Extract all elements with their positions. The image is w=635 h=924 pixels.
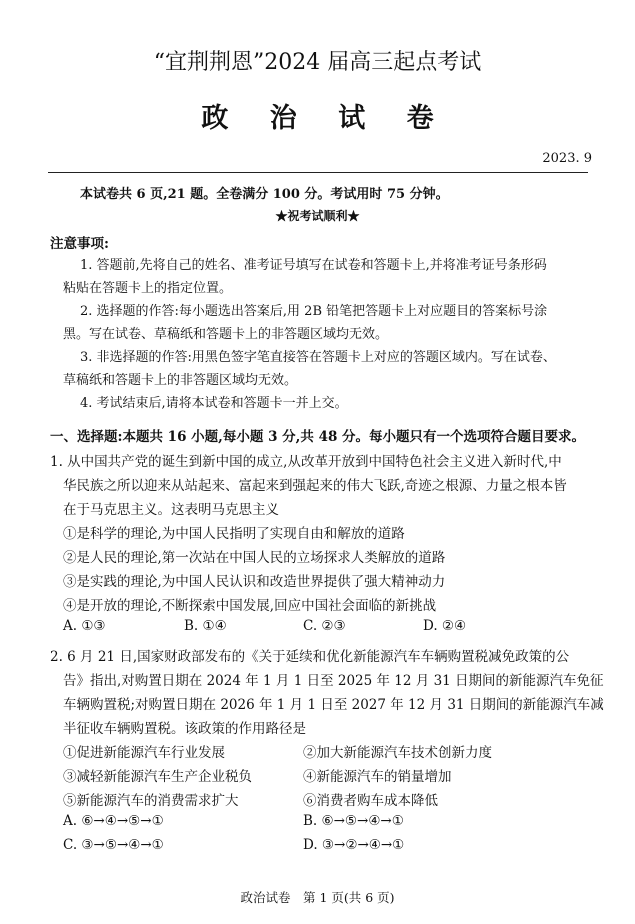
- notice-heading: 注意事项:: [50, 236, 109, 252]
- q1-statement: ④是开放的理论,不断探索中国发展,回应中国社会面临的新挑战: [63, 598, 437, 614]
- q1-option-b: B. ①④: [184, 618, 227, 634]
- section-heading: 一、选择题:本题共 16 小题,每小题 3 分,共 48 分。每小题只有一个选项符合题目要求。: [50, 429, 586, 445]
- q1-statement: ③是实践的理论,为中国人民认识和改造世界提供了强大精神动力: [63, 574, 446, 590]
- notice-line: 粘贴在答题卡上的指定位置。: [63, 281, 233, 296]
- q2-item: ③减轻新能源汽车生产企业税负: [63, 769, 252, 785]
- q1-option-a: A. ①③: [63, 618, 106, 634]
- subject-title: 政 治 试 卷: [201, 103, 450, 134]
- q2-item: ①促进新能源汽车行业发展: [63, 745, 225, 761]
- notice-line: 2. 选择题的作答:每小题选出答案后,用 2B 铅笔把答题卡上对应题目的答案标号涂: [80, 304, 548, 319]
- q2-item: ⑤新能源汽车的消费需求扩大: [63, 793, 239, 809]
- q1-statement: ①是科学的理论,为中国人民指明了实现自由和解放的道路: [63, 526, 405, 542]
- q2-option-d: D. ③→②→④→①: [303, 837, 405, 853]
- notice-line: 1. 答题前,先将自己的姓名、准考证号填写在试卷和答题卡上,并将准考证号条形码: [80, 258, 547, 273]
- exam-date: 2023. 9: [542, 151, 592, 166]
- q1-stem-line: 1. 从中国共产党的诞生到新中国的成立,从改革开放到中国特色社会主义进入新时代,中: [50, 454, 562, 470]
- notice-line: 黑。写在试卷、草稿纸和答题卡上的非答题区域均无效。: [63, 327, 389, 342]
- q1-option-c: C. ②③: [303, 618, 346, 634]
- q1-option-d: D. ②④: [423, 618, 467, 634]
- q1-stem-line: 在于马克思主义。这表明马克思主义: [63, 502, 279, 518]
- exam-title: “宜荆荆恩”2024 届高三起点考试: [153, 50, 482, 75]
- page-footer: 政治试卷 第 1 页(共 6 页): [240, 890, 395, 905]
- q2-option-a: A. ⑥→④→⑤→①: [63, 813, 164, 829]
- q1-stem-line: 华民族之所以迎来从站起来、富起来到强起来的伟大飞跃,奇迹之根源、力量之根本皆: [63, 478, 567, 494]
- notice-line: 4. 考试结束后,请将本试卷和答题卡一并上交。: [80, 396, 348, 411]
- q2-item: ⑥消费者购车成本降低: [303, 793, 438, 809]
- q1-statement: ②是人民的理论,第一次站在中国人民的立场探求人类解放的道路: [63, 550, 446, 566]
- q2-option-b: B. ⑥→⑤→④→①: [303, 813, 404, 829]
- q2-stem-line: 2. 6 月 21 日,国家财政部发布的《关于延续和优化新能源汽车车辆购置税减免政策的公: [50, 649, 570, 665]
- notice-line: 草稿纸和答题卡上的非答题区域均无效。: [63, 373, 298, 388]
- q2-item: ②加大新能源汽车技术创新力度: [303, 745, 492, 761]
- notice-line: 3. 非选择题的作答:用黑色签字笔直接答在答题卡上对应的答题区域内。写在试卷、: [80, 350, 556, 365]
- header-divider: [48, 172, 588, 173]
- q2-stem-line: 半征收车辆购置税。该政策的作用路径是: [63, 721, 306, 737]
- q2-stem-line: 车辆购置税;对购置日期在 2026 年 1 月 1 日至 2027 年 12 月 31 日期间的新能源汽车减: [63, 697, 604, 713]
- q2-stem-line: 告》指出,对购置日期在 2024 年 1 月 1 日至 2025 年 12 月 31 日期间的新能源汽车免征: [63, 673, 604, 689]
- good-luck-banner: ★祝考试顺利★: [275, 209, 360, 223]
- exam-info: 本试卷共 6 页,21 题。全卷满分 100 分。考试用时 75 分钟。: [80, 187, 449, 202]
- q2-option-c: C. ③→⑤→④→①: [63, 837, 164, 853]
- q2-item: ④新能源汽车的销量增加: [303, 769, 452, 785]
